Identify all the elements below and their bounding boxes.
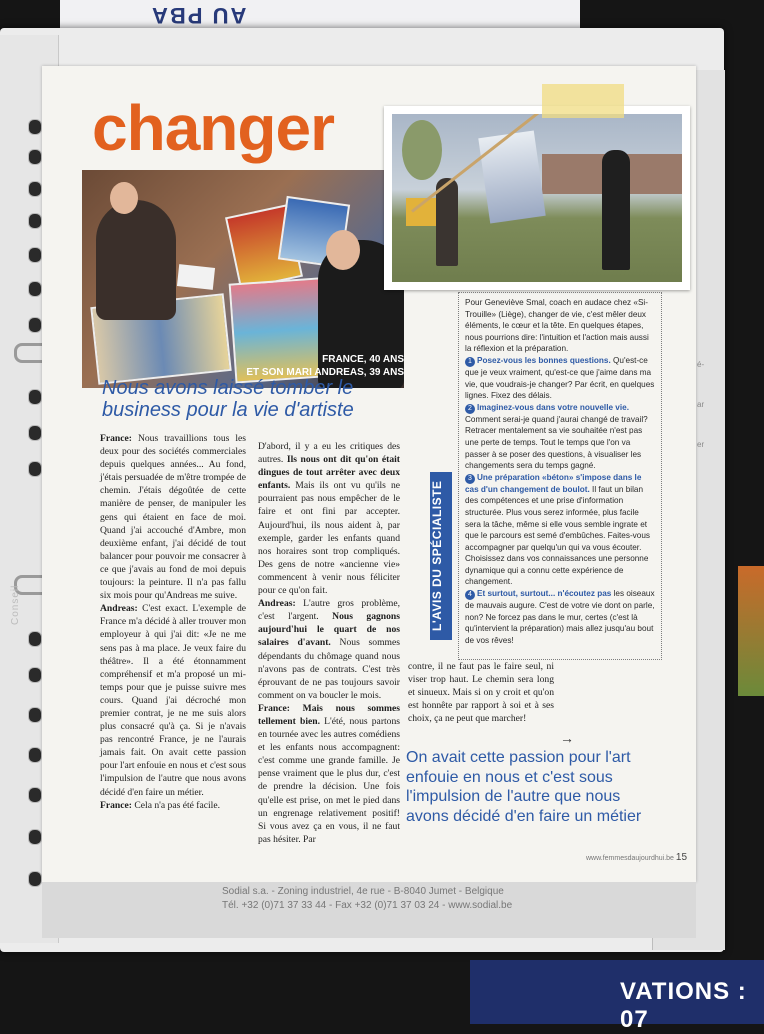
bold-text: Nous gagnons aujourd'hui le quart de nos salaires d'avant. (258, 611, 400, 649)
paragraph-text: C'est exact. L'exemple de France m'a décidé à aller trouver mon employeur à qui j'ai dit: «Je ne me sens pas à ma place. Je veux faire du théâtre». Il a été étonnamment compréhensif et m'a proposé un mi-temps pour que je puisse suivre mes cours. Quand j'ai décroché mon premier contrat, je ne me suis alors plus consacré qu'à ça. Si je n'avais pas rencontré France, je ne l'aurais jamais fait. On avait cette passion pour l'art enfouie en nous et c'est sous l'impulsion de l'autre que nous avons décidé d'en faire un métier. (100, 603, 246, 798)
page-folio (586, 852, 687, 863)
article-title: changer (92, 92, 334, 164)
pull-quote: On avait cette passion pour l'art enfouie en nous et c'est sous l'impulsion de l'autre que nous avons décidé d'en faire un métier (406, 749, 642, 825)
bottom-magazine-text: VATIONS : 07 (620, 978, 747, 1033)
man-face (110, 182, 138, 214)
step-text: Qu'est-ce que je veux vraiment, qu'est-ce que j'aime dans ma vie, que voudrais-je changer? Par écrit, en quelques lignes. Fixez des délais. (465, 355, 655, 401)
punch-hole (28, 281, 42, 297)
speaker-label: France: (100, 433, 132, 444)
underlying-pages: é- ar er (652, 70, 725, 950)
punch-hole (28, 389, 42, 405)
hanging-portrait (478, 131, 545, 224)
punch-hole (28, 667, 42, 683)
paragraph-text: Cela n'a pas été facile. (131, 799, 220, 811)
punch-hole (28, 213, 42, 229)
punch-hole (28, 317, 42, 333)
specialist-step (465, 588, 655, 646)
paragraph-text: D'abord, il y a eu les critiques des autres. (258, 441, 400, 466)
step-number: 3 (465, 474, 475, 484)
specialist-step (465, 402, 655, 472)
bottom-magazine (470, 960, 764, 1033)
binder-strip-label: Conseil (10, 584, 21, 625)
paragraph (100, 799, 246, 812)
paper-sheet (177, 264, 215, 290)
punch-hole (28, 149, 42, 165)
speaker-label: Andreas: (258, 598, 296, 610)
punch-hole (28, 707, 42, 723)
tape-strip (542, 84, 624, 118)
punch-hole (28, 871, 42, 887)
punch-hole (28, 829, 42, 845)
bold-text: Ils nous ont dit qu'on était dingues de tout arrêter avec deux enfants. (258, 454, 400, 492)
photo-caption (240, 354, 404, 379)
sodial-contact: Tél. +32 (0)71 37 33 44 - Fax +32 (0)71 37 03 24 - www.sodial.be (222, 900, 513, 911)
sodial-address: Sodial s.a. - Zoning industriel, 4e rue - B-8040 Jumet - Belgique (222, 886, 504, 897)
step-number: 4 (465, 590, 475, 600)
paragraph-text: Nous travaillions tous les deux pour des sociétés commerciales depuis quelques années... Au fond, j'étais persuadée de m'être trompée de chemin. J'étais dégoûtée de cette manière de penser, de manipuler les gens qui étaient en face de moi. Quand j'ai accouché d'Ambre, mon deuxième enfant, j'ai décidé de tout balancer pour pouvoir me consacrer à ce que j'avais au fond de moi depuis toujours: la peinture. Il n'a pas fallu six mois pour qu'Andreas me suive. (100, 433, 246, 602)
step-text: Il faut un bilan des compétences et une prise d'information structurée. Plus vous serez informée, plus facile sera la tâche, même si elle vous semble ingrate et que le parcours est semé d'embûches. Faites-vous accompagner par quelqu'un qui va vous écouter. Choisissez dans vos connaissances une personne dynamique qui a connu cette expérience de changement. (465, 484, 650, 587)
paragraph-text: L'autre gros problème, c'est l'argent. (258, 598, 400, 623)
speaker-label: France: (100, 799, 132, 811)
step-title: Imaginez-vous dans votre nouvelle vie. (477, 402, 629, 412)
folio-url: www.femmesdaujourdhui.be (586, 855, 674, 862)
punch-hole (28, 181, 42, 197)
woman-standing (602, 150, 630, 270)
paragraph (258, 440, 400, 597)
paragraph-text: Nous sommes dépendants du chômage quand nous n'avons pas de contrats. C'est très éprouvant de ne pas toujours savoir comment on va boucler le mois. (258, 637, 400, 701)
punch-hole (28, 461, 42, 477)
specialist-box (458, 292, 662, 660)
paragraph-text: L'été, nous partons en tournée avec les autres comédiens et les enfants nous accompagnent: c'est comme une grande famille. Je pense vraiment que le plus dur, c'est de prendre la décision. Une fois qu'elle est prise, on met le pied dans un engrenage relativement positif! Si vous avez ça en vous, il ne faut pas hésiter. Par (258, 715, 401, 845)
paragraph (100, 432, 246, 602)
punch-hole (28, 631, 42, 647)
outdoor-photo-scene (392, 114, 682, 282)
article-column-3 (408, 660, 554, 725)
bold-text: Mais nous sommes tellement bien. (258, 702, 400, 727)
article-column-1 (100, 432, 246, 812)
specialist-tab-label: L'AVIS DU SPÉCIALISTE (430, 472, 452, 640)
specialist-step (465, 355, 655, 402)
paragraph (100, 602, 246, 798)
specialist-intro: Pour Geneviève Smal, coach en audace chez «Si-Trouille» (Liège), changer de vie, c'est mêler deux éléments, le cœur et la tête. En quelques étapes, nous pourrions dire: l'intuition et l'action mais aussi la réflexion et la préparation. (465, 298, 649, 354)
punch-hole (28, 247, 42, 263)
edge-photo (738, 566, 764, 696)
top-magazine-text: AU PBA (150, 3, 247, 28)
punch-hole (28, 747, 42, 763)
arrow-right-icon: → (560, 730, 574, 746)
paragraph (258, 597, 400, 702)
step-number: 1 (465, 357, 475, 367)
outdoor-photo (384, 106, 690, 290)
article-headline: Nous avons laissé tomber le business pour la vie d'artiste (102, 377, 354, 421)
step-number: 2 (465, 404, 475, 414)
paragraph (258, 702, 400, 846)
paragraph: contre, il ne faut pas le faire seul, ni viser trop haut. Le chemin sera long et sinueux. Mais si on y croit et qu'on est honnête par rapport à soi et à ses choix, ça ne peut que marcher! (408, 661, 554, 725)
woman-face (326, 230, 360, 270)
page-number: 15 (675, 852, 688, 863)
sodial-footer (42, 882, 696, 938)
specialist-step (465, 472, 655, 588)
speaker-label: Andreas: (100, 603, 138, 615)
punch-hole (28, 119, 42, 135)
article-column-2 (258, 440, 400, 846)
step-title: Posez-vous les bonnes questions. (477, 355, 611, 365)
step-title: Et surtout, surtout... n'écoutez pas (477, 589, 612, 599)
photo-caption-line1: FRANCE, 40 ANS (322, 354, 404, 365)
step-title: Une préparation «béton» s'impose dans le cas d'un changement de boulot. (465, 472, 642, 494)
punch-hole (28, 787, 42, 803)
step-text: les oiseaux de mauvais augure. C'est de votre vie dont on parle, non? Ne forcez pas dans le mur, certes (c'est là qu'intervient la préparation) mais allez jusqu'au bout de vos rêves! (465, 589, 655, 645)
step-text: Comment serai-je quand j'aurai changé de travail? Retracer mentalement sa vie souhaitée n'est pas une perte de temps. Tout le temps que l'on va passer à se poser des questions, à visualiser les changements sera du temps gagné. (465, 414, 648, 471)
man-figure (96, 200, 176, 320)
punch-hole (28, 425, 42, 441)
photo-caption-line2: ET SON MARI ANDREAS, 39 ANS (246, 366, 404, 378)
paragraph-text: Mais ils ont vu qu'ils ne pourraient pas nous empêcher de le faire et ont fini par accepter. Aujourd'hui, ils nous aident à, par exemple, garder les enfants quand nos horaires sont trop compliqués. Des gens de notre «ancienne vie» commencent à venir nous féliciter pour ce qu'on fait. (258, 480, 400, 597)
tree (402, 120, 442, 180)
speaker-label: France: (258, 702, 290, 714)
